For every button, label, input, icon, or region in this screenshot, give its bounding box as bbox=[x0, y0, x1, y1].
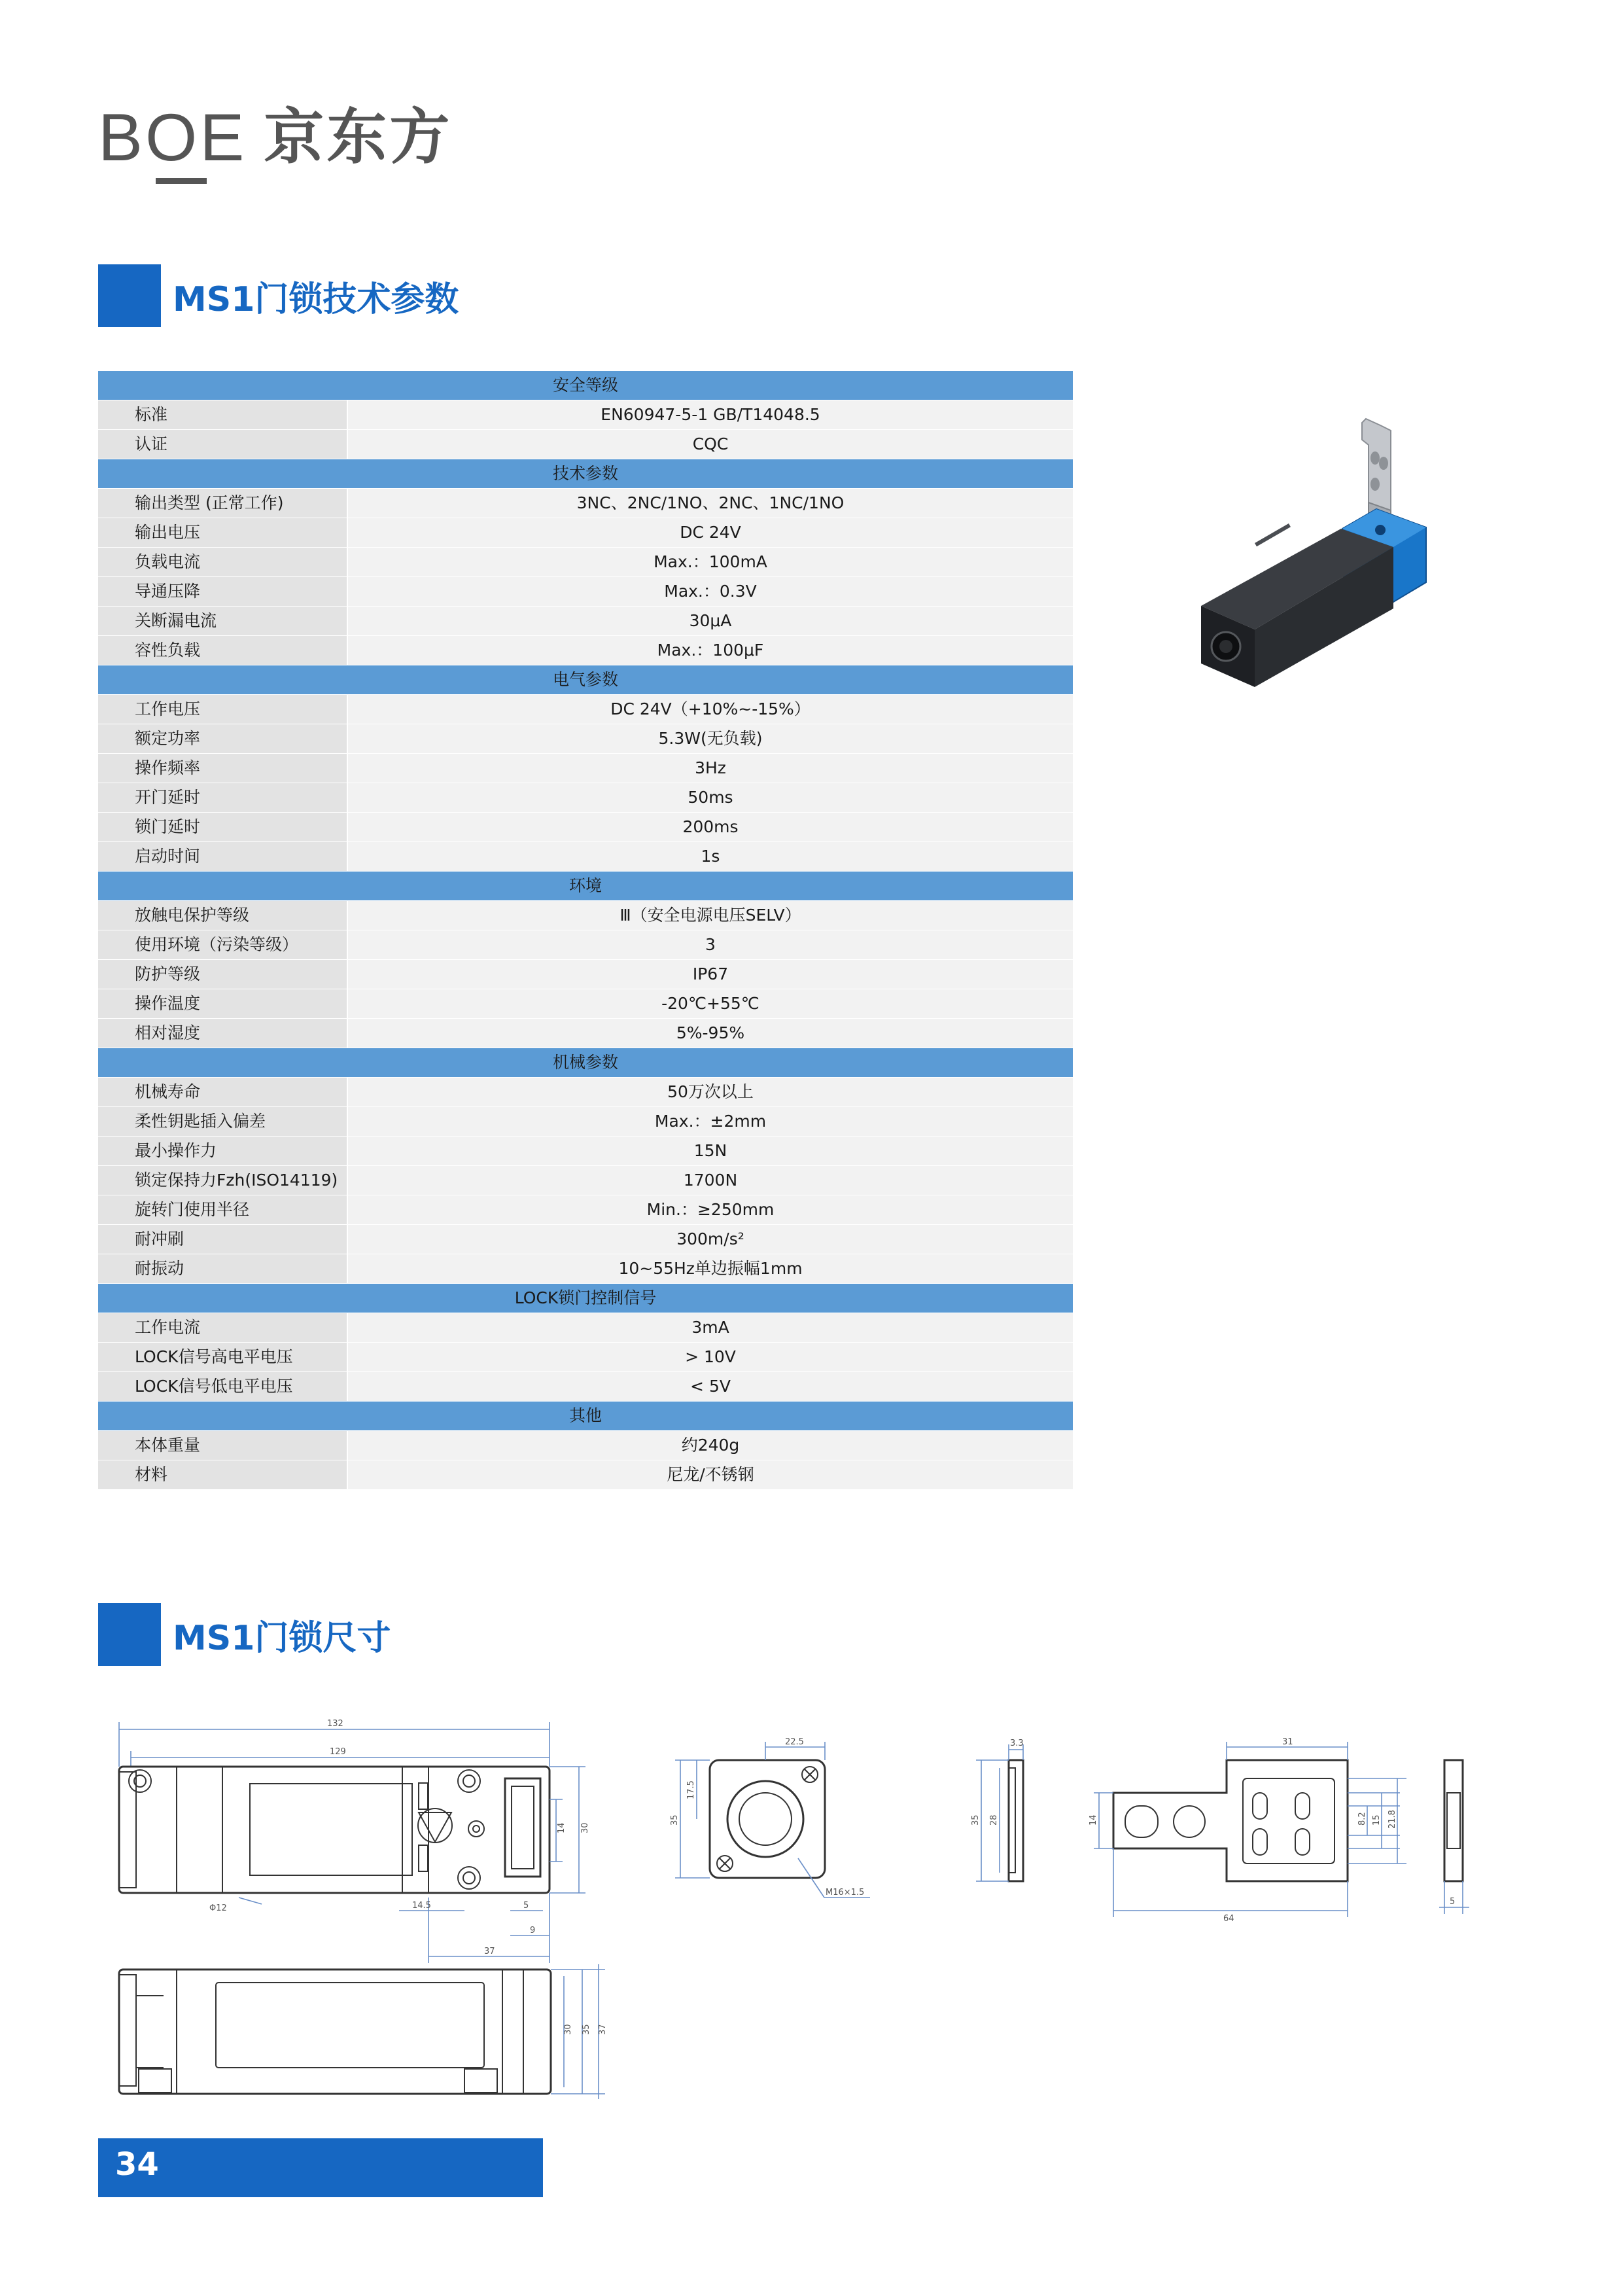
spec-value: 5.3W(无负载) bbox=[348, 724, 1073, 753]
spec-row bbox=[98, 1343, 1073, 1371]
page-number: 34 bbox=[115, 2146, 159, 2183]
spec-value: -20℃+55℃ bbox=[348, 989, 1073, 1018]
spec-row bbox=[98, 489, 1073, 518]
door-lock-product-image bbox=[1197, 412, 1459, 700]
dim-front-height-14: 14 bbox=[557, 1822, 567, 1833]
spec-value: 1s bbox=[348, 842, 1073, 871]
dim-bottom-37: 37 bbox=[598, 2024, 608, 2035]
spec-row bbox=[98, 842, 1073, 871]
spec-value: Min.：≥250mm bbox=[348, 1195, 1073, 1224]
spec-row bbox=[98, 636, 1073, 665]
spec-key: 锁门延时 bbox=[98, 813, 347, 841]
section-title-dimensions: MS1门锁尺寸 bbox=[173, 1618, 391, 1658]
key-side-view bbox=[971, 1739, 1024, 1881]
spec-group-header: 电气参数 bbox=[98, 665, 1073, 694]
dim-front-5: 5 bbox=[523, 1901, 529, 1911]
spec-value: 15N bbox=[348, 1137, 1073, 1165]
dim-front-width-132: 132 bbox=[327, 1719, 343, 1729]
dim-front-14-5: 14.5 bbox=[412, 1901, 431, 1911]
spec-key: 使用环境（污染等级） bbox=[98, 930, 347, 959]
spec-row bbox=[98, 1460, 1073, 1489]
spec-group-header: 其他 bbox=[98, 1402, 1073, 1430]
spec-key: 容性负载 bbox=[98, 636, 347, 665]
spec-key: 操作温度 bbox=[98, 989, 347, 1018]
spec-key: 防护等级 bbox=[98, 960, 347, 989]
spec-value: 300m/s² bbox=[348, 1225, 1073, 1254]
spec-value: 5%-95% bbox=[348, 1019, 1073, 1048]
spec-key: 最小操作力 bbox=[98, 1137, 347, 1165]
spec-table bbox=[98, 370, 1073, 1489]
spec-key: 导通压降 bbox=[98, 577, 347, 606]
section-marker bbox=[98, 1603, 161, 1666]
dim-side-22-5: 22.5 bbox=[785, 1737, 804, 1747]
dim-key-side-35: 35 bbox=[971, 1814, 981, 1826]
spec-row bbox=[98, 960, 1073, 989]
spec-key: 材料 bbox=[98, 1460, 347, 1489]
spec-value: 3 bbox=[348, 930, 1073, 959]
spec-value: Max.：100mA bbox=[348, 548, 1073, 576]
spec-value: < 5V bbox=[348, 1372, 1073, 1401]
dim-key-plate-15: 15 bbox=[1372, 1814, 1382, 1826]
boe-logo bbox=[98, 92, 452, 183]
spec-value: 10~55Hz单边振幅1mm bbox=[348, 1254, 1073, 1283]
spec-group-header: 技术参数 bbox=[98, 459, 1073, 488]
spec-key: 旋转门使用半径 bbox=[98, 1195, 347, 1224]
spec-group-header: LOCK锁门控制信号 bbox=[98, 1284, 1073, 1313]
spec-value: Ⅲ（安全电源电压SELV） bbox=[348, 901, 1073, 930]
spec-key: 相对湿度 bbox=[98, 1019, 347, 1048]
spec-value: 约240g bbox=[348, 1431, 1073, 1460]
spec-row bbox=[98, 548, 1073, 576]
dim-key-plate-21-8: 21.8 bbox=[1387, 1810, 1397, 1829]
spec-row bbox=[98, 1078, 1073, 1106]
spec-row bbox=[98, 1195, 1073, 1224]
spec-value: 尼龙/不锈钢 bbox=[348, 1460, 1073, 1489]
spec-key: 放触电保护等级 bbox=[98, 901, 347, 930]
spec-value: 50万次以上 bbox=[348, 1078, 1073, 1106]
section-heading-dimensions bbox=[98, 1603, 391, 1666]
spec-row bbox=[98, 724, 1073, 753]
spec-row bbox=[98, 1166, 1073, 1195]
dim-side-thread: M16×1.5 bbox=[826, 1888, 865, 1898]
spec-key: 负载电流 bbox=[98, 548, 347, 576]
spec-row bbox=[98, 1107, 1073, 1136]
key-edge-view bbox=[1439, 1760, 1469, 1914]
dim-key-plate-8-2: 8.2 bbox=[1357, 1812, 1367, 1826]
spec-key: 开门延时 bbox=[98, 783, 347, 812]
spec-value: 1700N bbox=[348, 1166, 1073, 1195]
page-number-bar bbox=[98, 2138, 543, 2197]
spec-key: 额定功率 bbox=[98, 724, 347, 753]
spec-row bbox=[98, 430, 1073, 459]
dimension-drawings bbox=[98, 1695, 1498, 2113]
dim-front-width-129: 129 bbox=[330, 1747, 346, 1757]
spec-key: 本体重量 bbox=[98, 1431, 347, 1460]
spec-row bbox=[98, 989, 1073, 1018]
section-marker bbox=[98, 264, 161, 327]
dim-front-37: 37 bbox=[484, 1947, 495, 1956]
spec-key: 输出类型 (正常工作) bbox=[98, 489, 347, 518]
spec-row bbox=[98, 930, 1073, 959]
dim-front-height-30: 30 bbox=[580, 1822, 590, 1833]
spec-key: 认证 bbox=[98, 430, 347, 459]
dim-key-side-3-3: 3.3 bbox=[1010, 1739, 1024, 1748]
logo-latin: BOE bbox=[98, 104, 247, 171]
dim-front-9: 9 bbox=[530, 1926, 536, 1935]
spec-group-header: 安全等级 bbox=[98, 371, 1073, 400]
spec-key: 操作频率 bbox=[98, 754, 347, 783]
spec-row bbox=[98, 1313, 1073, 1342]
spec-key: 工作电压 bbox=[98, 695, 347, 724]
spec-key: 耐冲刷 bbox=[98, 1225, 347, 1254]
spec-row bbox=[98, 518, 1073, 547]
spec-row bbox=[98, 813, 1073, 841]
spec-value: DC 24V bbox=[348, 518, 1073, 547]
spec-key: LOCK信号高电平电压 bbox=[98, 1343, 347, 1371]
dim-side-17-5: 17.5 bbox=[686, 1780, 696, 1799]
spec-key: 机械寿命 bbox=[98, 1078, 347, 1106]
logo-chinese: 京东方 bbox=[264, 102, 453, 172]
spec-key: 耐振动 bbox=[98, 1254, 347, 1283]
spec-row bbox=[98, 754, 1073, 783]
side-view bbox=[670, 1737, 870, 1898]
spec-row bbox=[98, 783, 1073, 812]
dim-bottom-35: 35 bbox=[582, 2024, 591, 2035]
section-title-specs: MS1门锁技术参数 bbox=[173, 279, 459, 319]
dim-key-plate-64: 64 bbox=[1223, 1914, 1234, 1924]
key-plate-view bbox=[1089, 1737, 1406, 1924]
spec-value: Max.：0.3V bbox=[348, 577, 1073, 606]
spec-row bbox=[98, 1254, 1073, 1283]
spec-value: Max.：±2mm bbox=[348, 1107, 1073, 1136]
spec-value: 50ms bbox=[348, 783, 1073, 812]
dim-key-edge-5: 5 bbox=[1450, 1897, 1456, 1907]
dim-key-plate-14: 14 bbox=[1089, 1814, 1098, 1826]
spec-value: 30μA bbox=[348, 607, 1073, 635]
spec-row bbox=[98, 1225, 1073, 1254]
spec-key: 工作电流 bbox=[98, 1313, 347, 1342]
spec-row bbox=[98, 695, 1073, 724]
spec-key: 输出电压 bbox=[98, 518, 347, 547]
dim-bottom-30: 30 bbox=[563, 2024, 573, 2035]
spec-row bbox=[98, 1431, 1073, 1460]
spec-row bbox=[98, 577, 1073, 606]
spec-row bbox=[98, 400, 1073, 429]
spec-key: 标准 bbox=[98, 400, 347, 429]
spec-value: 3Hz bbox=[348, 754, 1073, 783]
spec-value: 200ms bbox=[348, 813, 1073, 841]
spec-value: > 10V bbox=[348, 1343, 1073, 1371]
dim-front-hole-d12: Φ12 bbox=[209, 1903, 227, 1913]
spec-group-header: 环境 bbox=[98, 872, 1073, 900]
spec-key: 柔性钥匙插入偏差 bbox=[98, 1107, 347, 1136]
spec-key: 关断漏电流 bbox=[98, 607, 347, 635]
dim-side-35: 35 bbox=[670, 1814, 680, 1826]
spec-row bbox=[98, 1019, 1073, 1048]
spec-row bbox=[98, 1372, 1073, 1401]
section-heading-specs bbox=[98, 264, 459, 327]
spec-key: LOCK信号低电平电压 bbox=[98, 1372, 347, 1401]
spec-key: 锁定保持力Fzh(ISO14119) bbox=[98, 1166, 347, 1195]
spec-value: Max.：100μF bbox=[348, 636, 1073, 665]
spec-value: 3NC、2NC/1NO、2NC、1NC/1NO bbox=[348, 489, 1073, 518]
dim-key-plate-31: 31 bbox=[1282, 1737, 1293, 1747]
spec-key: 启动时间 bbox=[98, 842, 347, 871]
spec-row bbox=[98, 1137, 1073, 1165]
spec-value: IP67 bbox=[348, 960, 1073, 989]
spec-value: EN60947-5-1 GB/T14048.5 bbox=[348, 400, 1073, 429]
spec-group-header: 机械参数 bbox=[98, 1048, 1073, 1077]
spec-row bbox=[98, 607, 1073, 635]
spec-row bbox=[98, 901, 1073, 930]
spec-value: CQC bbox=[348, 430, 1073, 459]
bottom-view bbox=[119, 1964, 608, 2099]
spec-value: 3mA bbox=[348, 1313, 1073, 1342]
spec-value: DC 24V（+10%~-15%） bbox=[348, 695, 1073, 724]
dim-key-side-28: 28 bbox=[989, 1814, 999, 1826]
front-view bbox=[119, 1719, 590, 1963]
